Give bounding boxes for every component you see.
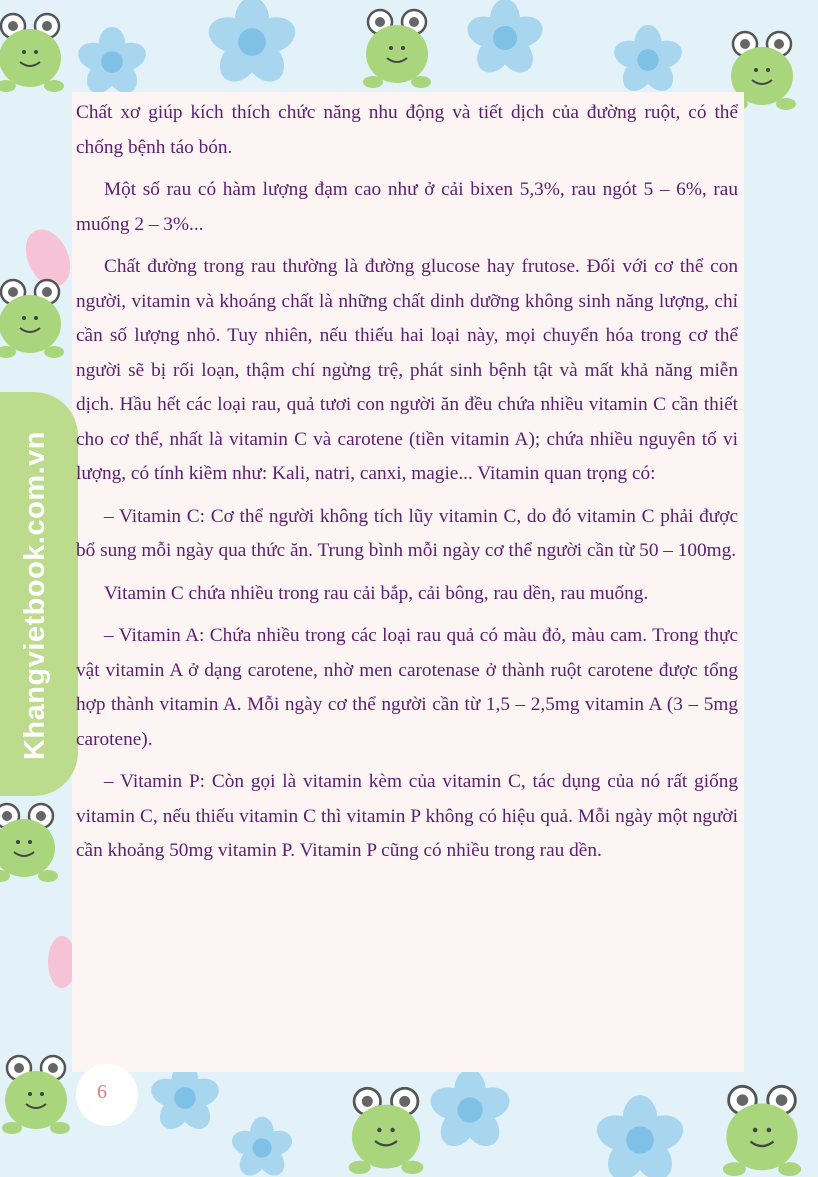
paragraph: Chất xơ giúp kích thích chức năng nhu động và tiết dịch của đường ruột, có thể chống bệnh táo bón. xyxy=(76,102,738,158)
website-label: Khangvietbook.com.vn xyxy=(19,430,52,760)
paragraph: – Vitamin A: Chứa nhiều trong các loại rau quả có màu đỏ, màu cam. Trong thực vật vitamin A ở dạng carotene, nhờ men carotenase ở thành ruột carotene được tổng hợp thành vitamin A. Mỗi ngày cơ thể người cần từ 1,5 – 2,5mg vitamin A (3 – 5mg carotene). xyxy=(76,625,738,750)
page-number: 6 xyxy=(97,1081,107,1103)
paragraph: Vitamin C chứa nhiều trong rau cải bắp, cải bông, rau dền, rau muống. xyxy=(104,582,649,604)
paragraph: – Vitamin P: Còn gọi là vitamin kèm của vitamin C, tác dụng của nó rất giống vitamin C, nếu thiếu vitamin C thì vitamin P không có hiệu quả. Mỗi ngày một người cần khoảng 50mg vitamin P. Vitamin P cũng có nhiều trong rau dền. xyxy=(76,771,738,861)
paragraph: Chất đường trong rau thường là đường glucose hay frutose. Đối với cơ thể con người, vitamin và khoáng chất là những chất dinh dưỡng không sinh năng lượng, chỉ cần số lượng nhỏ. Tuy nhiên, nếu thiếu hai loại này, mọi chuyển hóa trong cơ thể người sẽ bị rối loạn, thậm chí ngừng trệ, phát sinh bệnh tật và mất khả năng miễn dịch. Hầu hết các loại rau, quả tươi con người ăn đều chứa nhiều vitamin C cần thiết cho cơ thể, nhất là vitamin C và carotene (tiền vitamin A); chứa nhiều nguyên tố vi lượng, có tính kiềm như: Kali, natri, canxi, magie... Vitamin quan trọng có: xyxy=(76,256,738,484)
paragraph: Một số rau có hàm lượng đạm cao như ở cải bixen 5,3%, rau ngót 5 – 6%, rau muống 2 – 3%... xyxy=(76,179,738,235)
website-label-container xyxy=(6,400,66,790)
paragraph: – Vitamin C: Cơ thể người không tích lũy vitamin C, do đó vitamin C phải được bổ sung mỗi ngày qua thức ăn. Trung bình mỗi ngày cơ thể người cần từ 50 – 100mg. xyxy=(76,505,738,561)
body-text xyxy=(76,96,738,877)
